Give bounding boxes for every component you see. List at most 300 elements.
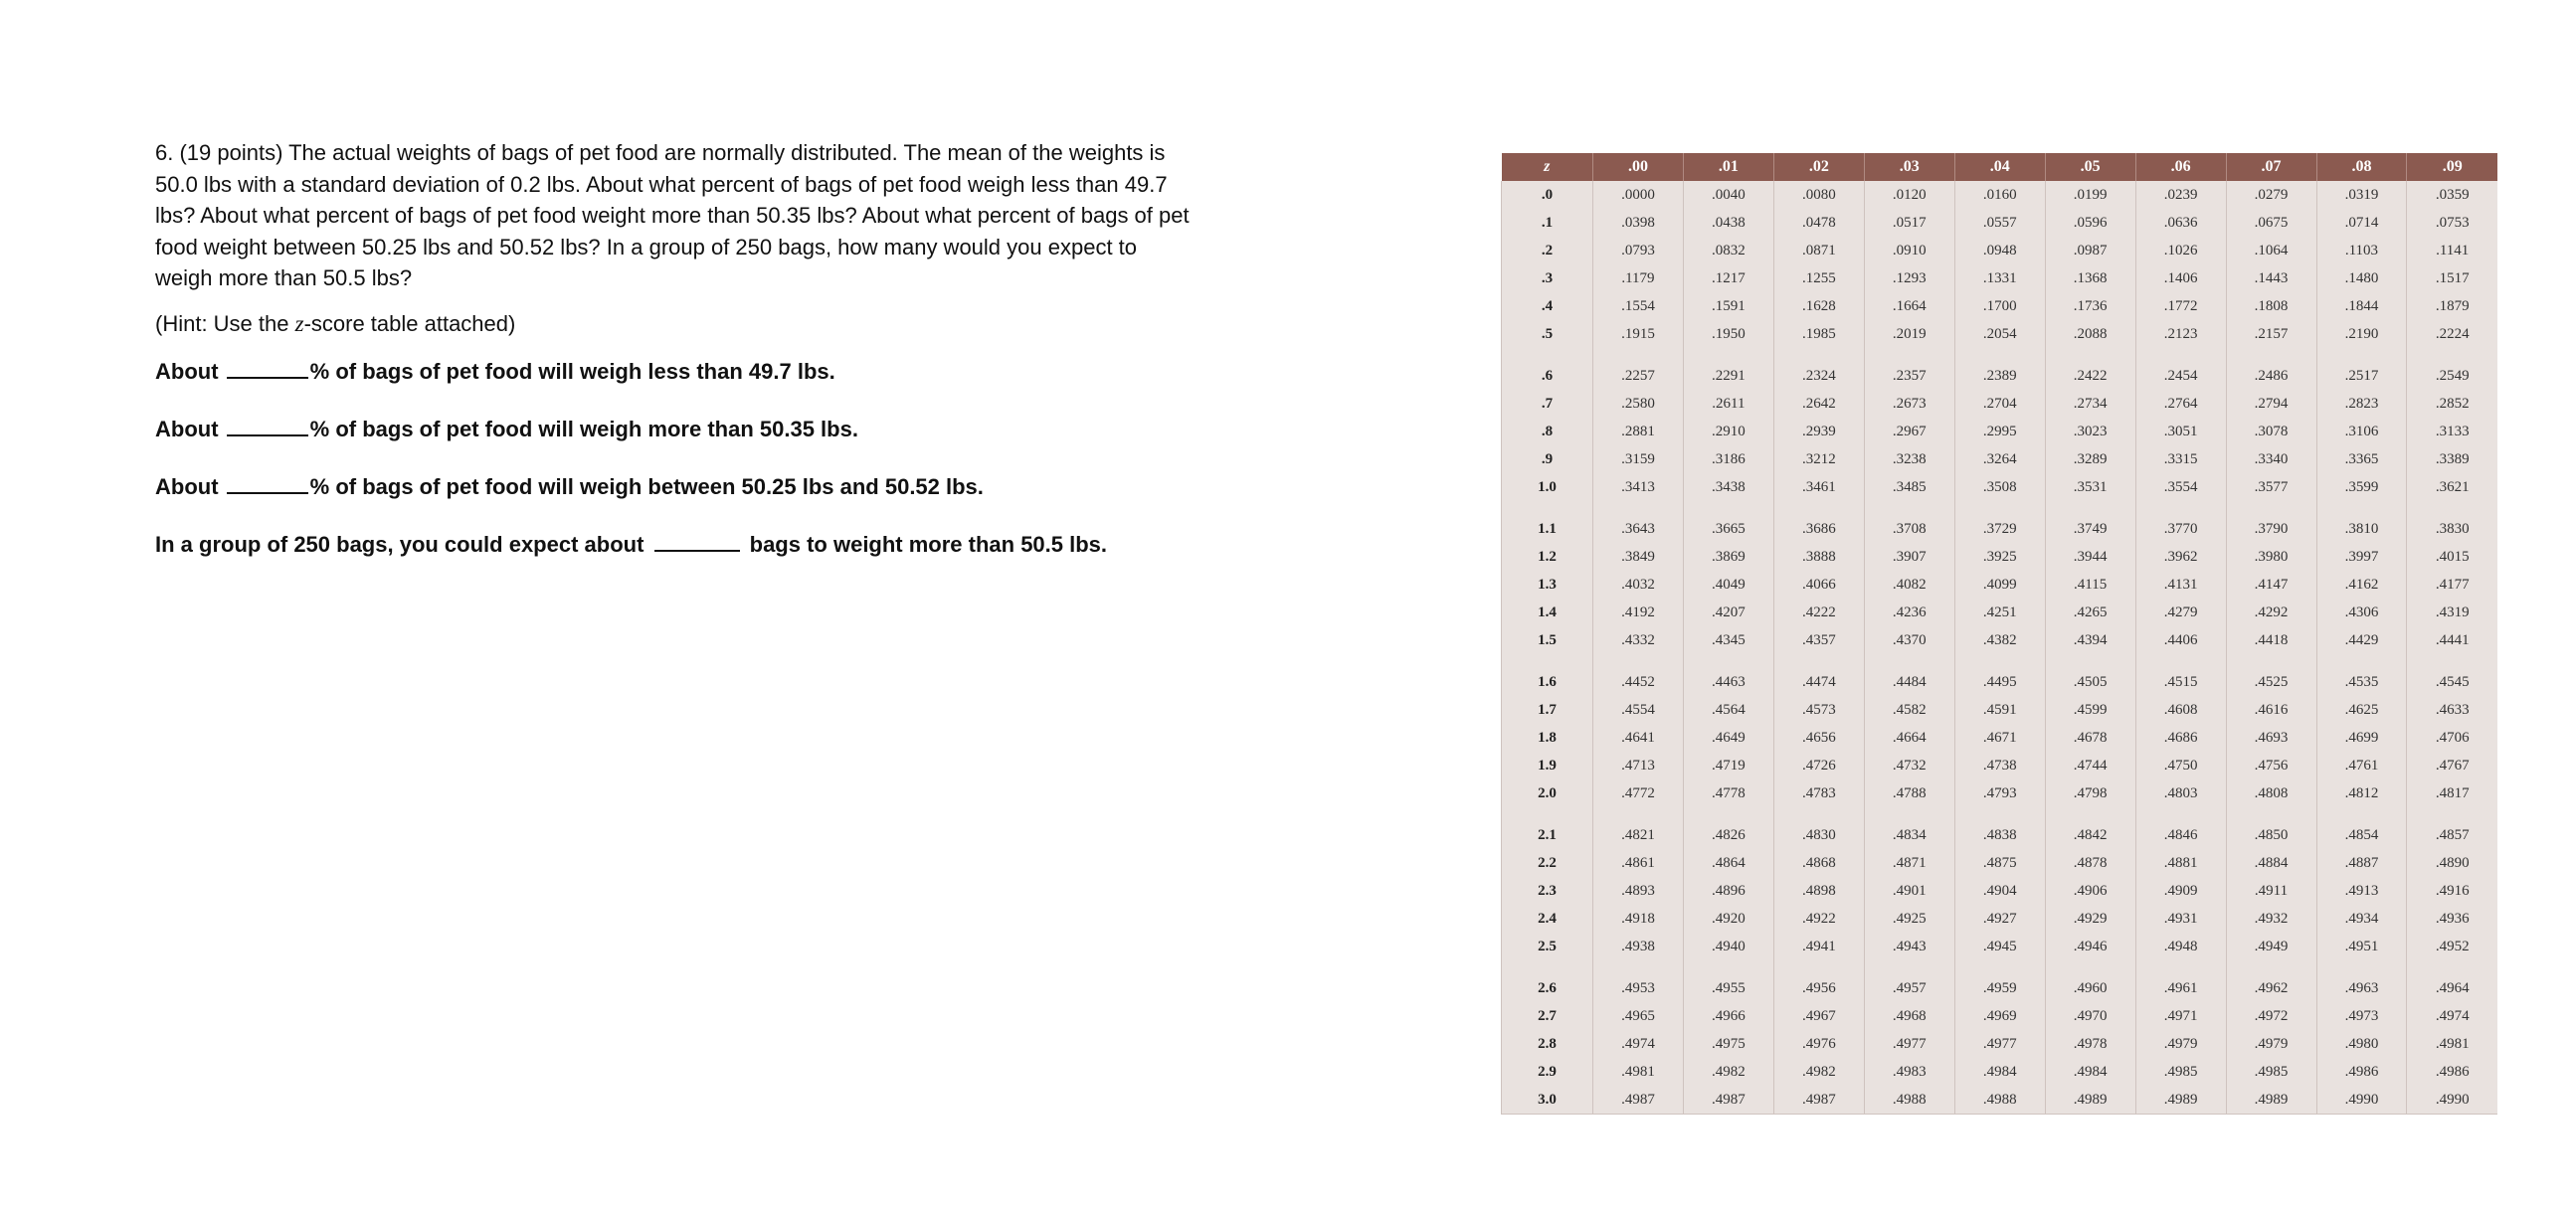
probability-cell: .4916	[2407, 877, 2497, 905]
probability-cell: .2224	[2407, 320, 2497, 348]
probability-cell: .4418	[2226, 626, 2316, 654]
spacer-cell	[1864, 807, 1954, 821]
probability-cell: .4984	[1954, 1058, 2045, 1086]
probability-cell: .2291	[1683, 362, 1773, 390]
probability-cell: .2852	[2407, 390, 2497, 418]
probability-cell: .4830	[1773, 821, 1864, 849]
probability-cell: .4906	[2045, 877, 2135, 905]
column-header: .00	[1593, 153, 1684, 181]
probability-cell: .4808	[2226, 779, 2316, 807]
probability-cell: .4964	[2407, 974, 2497, 1002]
probability-cell: .4904	[1954, 877, 2045, 905]
spacer-cell	[1864, 348, 1954, 362]
z-value-cell: .8	[1502, 418, 1593, 445]
probability-cell: .4292	[2226, 599, 2316, 626]
probability-cell: .4989	[2045, 1086, 2135, 1115]
spacer-cell	[2316, 654, 2407, 668]
probability-cell: .0557	[1954, 209, 2045, 237]
hint-prefix: (Hint: Use the	[155, 310, 295, 336]
probability-cell: .3186	[1683, 445, 1773, 473]
probability-cell: .3264	[1954, 445, 2045, 473]
probability-cell: .4726	[1773, 752, 1864, 779]
probability-cell: .3340	[2226, 445, 2316, 473]
probability-cell: .2549	[2407, 362, 2497, 390]
probability-cell: .4573	[1773, 696, 1864, 724]
probability-cell: .4857	[2407, 821, 2497, 849]
probability-cell: .4564	[1683, 696, 1773, 724]
spacer-cell	[1593, 501, 1684, 515]
probability-cell: .4956	[1773, 974, 1864, 1002]
probability-cell: .4960	[2045, 974, 2135, 1002]
probability-cell: .4265	[2045, 599, 2135, 626]
table-row	[1502, 724, 2498, 752]
spacer-cell	[2226, 807, 2316, 821]
probability-cell: .3212	[1773, 445, 1864, 473]
column-header: .07	[2226, 153, 2316, 181]
probability-cell: .4192	[1593, 599, 1684, 626]
probability-cell: .4535	[2316, 668, 2407, 696]
table-row	[1502, 974, 2498, 1002]
spacer-cell	[2135, 960, 2226, 974]
spacer-cell	[2226, 501, 2316, 515]
probability-cell: .4545	[2407, 668, 2497, 696]
probability-cell: .4913	[2316, 877, 2407, 905]
z-value-cell: 2.9	[1502, 1058, 1593, 1086]
probability-cell: .1879	[2407, 292, 2497, 320]
probability-cell: .4986	[2407, 1058, 2497, 1086]
hint-z-variable: z	[294, 310, 304, 336]
probability-cell: .0080	[1773, 181, 1864, 209]
question-block	[155, 137, 1199, 587]
probability-cell: .0793	[1593, 237, 1684, 264]
answer-line-less-than	[155, 356, 1199, 414]
probability-cell: .4986	[2316, 1058, 2407, 1086]
hint-suffix: -score table attached)	[303, 310, 516, 336]
probability-cell: .4973	[2316, 1002, 2407, 1030]
spacer-cell	[2407, 348, 2497, 362]
group-spacer	[1502, 501, 2498, 515]
spacer-cell	[2226, 960, 2316, 974]
spacer-cell	[2407, 807, 2497, 821]
spacer-cell	[1773, 348, 1864, 362]
probability-cell: .4963	[2316, 974, 2407, 1002]
probability-cell: .4948	[2135, 933, 2226, 960]
probability-cell: .2734	[2045, 390, 2135, 418]
probability-cell: .1736	[2045, 292, 2135, 320]
answer-suffix: % of bags of pet food will weigh between 50.25 lbs and 50.52 lbs.	[309, 473, 984, 499]
probability-cell: .3051	[2135, 418, 2226, 445]
probability-cell: .4015	[2407, 543, 2497, 571]
probability-cell: .4394	[2045, 626, 2135, 654]
probability-cell: .2967	[1864, 418, 1954, 445]
z-score-table-container	[1501, 153, 2497, 1115]
probability-cell: .4911	[2226, 877, 2316, 905]
z-value-cell: 2.4	[1502, 905, 1593, 933]
probability-cell: .4147	[2226, 571, 2316, 599]
probability-cell: .3962	[2135, 543, 2226, 571]
probability-cell: .1293	[1864, 264, 1954, 292]
z-value-cell: 1.9	[1502, 752, 1593, 779]
probability-cell: .4463	[1683, 668, 1773, 696]
probability-cell: .4719	[1683, 752, 1773, 779]
probability-cell: .1985	[1773, 320, 1864, 348]
probability-cell: .4871	[1864, 849, 1954, 877]
probability-cell: .4649	[1683, 724, 1773, 752]
probability-cell: .4985	[2135, 1058, 2226, 1086]
probability-cell: .4177	[2407, 571, 2497, 599]
z-value-cell: 1.6	[1502, 668, 1593, 696]
z-value-cell: 2.5	[1502, 933, 1593, 960]
probability-cell: .2054	[1954, 320, 2045, 348]
probability-cell: .4850	[2226, 821, 2316, 849]
probability-cell: .3686	[1773, 515, 1864, 543]
z-value-cell: 2.0	[1502, 779, 1593, 807]
group-spacer	[1502, 807, 2498, 821]
probability-cell: .4981	[1593, 1058, 1684, 1086]
probability-cell: .4868	[1773, 849, 1864, 877]
probability-cell: .4332	[1593, 626, 1684, 654]
probability-cell: .4864	[1683, 849, 1773, 877]
probability-cell: .4686	[2135, 724, 2226, 752]
z-value-cell: 1.5	[1502, 626, 1593, 654]
z-value-cell: .2	[1502, 237, 1593, 264]
probability-cell: .4987	[1683, 1086, 1773, 1115]
answer-line-bag-count	[155, 529, 1199, 587]
probability-cell: .4783	[1773, 779, 1864, 807]
probability-cell: .4222	[1773, 599, 1864, 626]
probability-cell: .4985	[2226, 1058, 2316, 1086]
probability-cell: .1808	[2226, 292, 2316, 320]
spacer-cell	[1864, 960, 1954, 974]
spacer-cell	[2135, 348, 2226, 362]
probability-cell: .4082	[1864, 571, 1954, 599]
probability-cell: .4319	[2407, 599, 2497, 626]
probability-cell: .4834	[1864, 821, 1954, 849]
probability-cell: .4925	[1864, 905, 1954, 933]
table-row	[1502, 473, 2498, 501]
probability-cell: .3485	[1864, 473, 1954, 501]
probability-cell: .3238	[1864, 445, 1954, 473]
z-value-cell: .5	[1502, 320, 1593, 348]
probability-cell: .4955	[1683, 974, 1773, 1002]
probability-cell: .2019	[1864, 320, 1954, 348]
probability-cell: .4878	[2045, 849, 2135, 877]
probability-cell: .4975	[1683, 1030, 1773, 1058]
spacer-cell	[2045, 960, 2135, 974]
probability-cell: .4099	[1954, 571, 2045, 599]
probability-cell: .3849	[1593, 543, 1684, 571]
probability-cell: .3907	[1864, 543, 1954, 571]
table-row	[1502, 390, 2498, 418]
probability-cell: .4429	[2316, 626, 2407, 654]
probability-cell: .4591	[1954, 696, 2045, 724]
probability-cell: .1217	[1683, 264, 1773, 292]
probability-cell: .4345	[1683, 626, 1773, 654]
probability-cell: .4951	[2316, 933, 2407, 960]
probability-cell: .3790	[2226, 515, 2316, 543]
probability-cell: .4890	[2407, 849, 2497, 877]
answer-suffix: bags to weight more than 50.5 lbs.	[743, 531, 1108, 557]
probability-cell: .1179	[1593, 264, 1684, 292]
probability-cell: .1700	[1954, 292, 2045, 320]
probability-cell: .4887	[2316, 849, 2407, 877]
probability-cell: .4761	[2316, 752, 2407, 779]
probability-cell: .0438	[1683, 209, 1773, 237]
probability-cell: .4898	[1773, 877, 1864, 905]
spacer-cell	[1864, 654, 1954, 668]
table-row	[1502, 445, 2498, 473]
probability-cell: .4664	[1864, 724, 1954, 752]
probability-cell: .3133	[2407, 418, 2497, 445]
probability-cell: .4842	[2045, 821, 2135, 849]
probability-cell: .4968	[1864, 1002, 1954, 1030]
table-row	[1502, 599, 2498, 626]
spacer-cell	[1954, 654, 2045, 668]
probability-cell: .1103	[2316, 237, 2407, 264]
probability-cell: .4940	[1683, 933, 1773, 960]
probability-cell: .4821	[1593, 821, 1684, 849]
hint-text	[155, 311, 1199, 337]
probability-cell: .1443	[2226, 264, 2316, 292]
probability-cell: .4505	[2045, 668, 2135, 696]
z-value-cell: 1.7	[1502, 696, 1593, 724]
spacer-cell	[1502, 654, 1593, 668]
probability-cell: .1628	[1773, 292, 1864, 320]
answer-blank[interactable]	[654, 532, 740, 552]
z-value-cell: .7	[1502, 390, 1593, 418]
table-row	[1502, 821, 2498, 849]
probability-cell: .2357	[1864, 362, 1954, 390]
table-row	[1502, 320, 2498, 348]
probability-cell: .4251	[1954, 599, 2045, 626]
probability-cell: .3365	[2316, 445, 2407, 473]
probability-cell: .2389	[1954, 362, 2045, 390]
z-header: z	[1502, 153, 1593, 181]
table-row	[1502, 571, 2498, 599]
spacer-cell	[2407, 654, 2497, 668]
probability-cell: .4945	[1954, 933, 2045, 960]
probability-cell: .4946	[2045, 933, 2135, 960]
probability-cell: .0239	[2135, 181, 2226, 209]
probability-cell: .4846	[2135, 821, 2226, 849]
probability-cell: .3315	[2135, 445, 2226, 473]
spacer-cell	[2045, 348, 2135, 362]
probability-cell: .4927	[1954, 905, 2045, 933]
table-row	[1502, 1058, 2498, 1086]
probability-cell: .4961	[2135, 974, 2226, 1002]
spacer-cell	[2226, 654, 2316, 668]
probability-cell: .4941	[1773, 933, 1864, 960]
probability-cell: .3078	[2226, 418, 2316, 445]
group-spacer	[1502, 348, 2498, 362]
probability-cell: .4756	[2226, 752, 2316, 779]
probability-cell: .4699	[2316, 724, 2407, 752]
column-header: .01	[1683, 153, 1773, 181]
probability-cell: .2881	[1593, 418, 1684, 445]
probability-cell: .4115	[2045, 571, 2135, 599]
probability-cell: .4901	[1864, 877, 1954, 905]
probability-cell: .4934	[2316, 905, 2407, 933]
probability-cell: .3643	[1593, 515, 1684, 543]
probability-cell: .3665	[1683, 515, 1773, 543]
probability-cell: .2794	[2226, 390, 2316, 418]
probability-cell: .4554	[1593, 696, 1684, 724]
probability-cell: .4599	[2045, 696, 2135, 724]
probability-cell: .4987	[1593, 1086, 1684, 1115]
probability-cell: .1064	[2226, 237, 2316, 264]
z-table-header-row	[1502, 153, 2498, 181]
z-value-cell: 1.1	[1502, 515, 1593, 543]
spacer-cell	[1683, 501, 1773, 515]
answer-blank[interactable]	[227, 474, 308, 494]
spacer-cell	[1773, 807, 1864, 821]
table-row	[1502, 237, 2498, 264]
table-row	[1502, 1030, 2498, 1058]
probability-cell: .3438	[1683, 473, 1773, 501]
probability-cell: .4909	[2135, 877, 2226, 905]
probability-cell: .4744	[2045, 752, 2135, 779]
z-value-cell: 1.0	[1502, 473, 1593, 501]
answer-blank[interactable]	[227, 359, 308, 379]
probability-cell: .4920	[1683, 905, 1773, 933]
probability-cell: .1844	[2316, 292, 2407, 320]
probability-cell: .4767	[2407, 752, 2497, 779]
probability-cell: .2123	[2135, 320, 2226, 348]
probability-cell: .4978	[2045, 1030, 2135, 1058]
z-value-cell: 1.4	[1502, 599, 1593, 626]
probability-cell: .4495	[1954, 668, 2045, 696]
spacer-cell	[1773, 654, 1864, 668]
table-row	[1502, 209, 2498, 237]
answer-prefix: About	[155, 416, 225, 441]
probability-cell: .4943	[1864, 933, 1954, 960]
probability-cell: .2673	[1864, 390, 1954, 418]
probability-cell: .4441	[2407, 626, 2497, 654]
answer-lines	[155, 356, 1199, 587]
probability-cell: .4972	[2226, 1002, 2316, 1030]
probability-cell: .4772	[1593, 779, 1684, 807]
column-header: .03	[1864, 153, 1954, 181]
probability-cell: .4066	[1773, 571, 1864, 599]
z-value-cell: .0	[1502, 181, 1593, 209]
probability-cell: .4966	[1683, 1002, 1773, 1030]
probability-cell: .4625	[2316, 696, 2407, 724]
z-table-body	[1502, 181, 2498, 1115]
column-header: .05	[2045, 153, 2135, 181]
z-score-table	[1501, 153, 2497, 1115]
probability-cell: .4678	[2045, 724, 2135, 752]
table-row	[1502, 933, 2498, 960]
probability-cell: .4049	[1683, 571, 1773, 599]
probability-cell: .2580	[1593, 390, 1684, 418]
probability-cell: .2910	[1683, 418, 1773, 445]
probability-cell: .0871	[1773, 237, 1864, 264]
probability-cell: .3413	[1593, 473, 1684, 501]
z-value-cell: .6	[1502, 362, 1593, 390]
probability-cell: .3106	[2316, 418, 2407, 445]
probability-cell: .4936	[2407, 905, 2497, 933]
probability-cell: .0000	[1593, 181, 1684, 209]
spacer-cell	[2135, 654, 2226, 668]
probability-cell: .4382	[1954, 626, 2045, 654]
spacer-cell	[1502, 348, 1593, 362]
probability-cell: .4971	[2135, 1002, 2226, 1030]
group-spacer	[1502, 654, 2498, 668]
probability-cell: .2764	[2135, 390, 2226, 418]
probability-cell: .0675	[2226, 209, 2316, 237]
probability-cell: .2704	[1954, 390, 2045, 418]
z-value-cell: .4	[1502, 292, 1593, 320]
probability-cell: .4357	[1773, 626, 1864, 654]
probability-cell: .4279	[2135, 599, 2226, 626]
answer-blank[interactable]	[227, 417, 308, 436]
probability-cell: .2422	[2045, 362, 2135, 390]
probability-cell: .3023	[2045, 418, 2135, 445]
spacer-cell	[1683, 960, 1773, 974]
spacer-cell	[2045, 654, 2135, 668]
probability-cell: .1915	[1593, 320, 1684, 348]
probability-cell: .4032	[1593, 571, 1684, 599]
z-value-cell: .9	[1502, 445, 1593, 473]
probability-cell: .4989	[2226, 1086, 2316, 1115]
spacer-cell	[2226, 348, 2316, 362]
probability-cell: .2454	[2135, 362, 2226, 390]
probability-cell: .4974	[1593, 1030, 1684, 1058]
table-row	[1502, 418, 2498, 445]
probability-cell: .4965	[1593, 1002, 1684, 1030]
probability-cell: .4982	[1683, 1058, 1773, 1086]
spacer-cell	[1683, 807, 1773, 821]
probability-cell: .2257	[1593, 362, 1684, 390]
probability-cell: .4671	[1954, 724, 2045, 752]
probability-cell: .4641	[1593, 724, 1684, 752]
probability-cell: .0279	[2226, 181, 2316, 209]
probability-cell: .4854	[2316, 821, 2407, 849]
answer-prefix: About	[155, 358, 225, 384]
z-value-cell: .3	[1502, 264, 1593, 292]
probability-cell: .3461	[1773, 473, 1864, 501]
probability-cell: .3577	[2226, 473, 2316, 501]
table-row	[1502, 849, 2498, 877]
probability-cell: .2486	[2226, 362, 2316, 390]
probability-cell: .2939	[1773, 418, 1864, 445]
spacer-cell	[1954, 807, 2045, 821]
probability-cell: .4838	[1954, 821, 2045, 849]
probability-cell: .4861	[1593, 849, 1684, 877]
table-row	[1502, 779, 2498, 807]
probability-cell: .4693	[2226, 724, 2316, 752]
probability-cell: .0832	[1683, 237, 1773, 264]
probability-cell: .0948	[1954, 237, 2045, 264]
probability-cell: .1368	[2045, 264, 2135, 292]
probability-cell: .4370	[1864, 626, 1954, 654]
probability-cell: .4957	[1864, 974, 1954, 1002]
probability-cell: .1950	[1683, 320, 1773, 348]
probability-cell: .4922	[1773, 905, 1864, 933]
probability-cell: .0714	[2316, 209, 2407, 237]
probability-cell: .1141	[2407, 237, 2497, 264]
probability-cell: .1026	[2135, 237, 2226, 264]
spacer-cell	[2316, 960, 2407, 974]
probability-cell: .4131	[2135, 571, 2226, 599]
probability-cell: .3869	[1683, 543, 1773, 571]
probability-cell: .4953	[1593, 974, 1684, 1002]
table-row	[1502, 543, 2498, 571]
spacer-cell	[2135, 501, 2226, 515]
probability-cell: .3925	[1954, 543, 2045, 571]
probability-cell: .2088	[2045, 320, 2135, 348]
probability-cell: .3888	[1773, 543, 1864, 571]
